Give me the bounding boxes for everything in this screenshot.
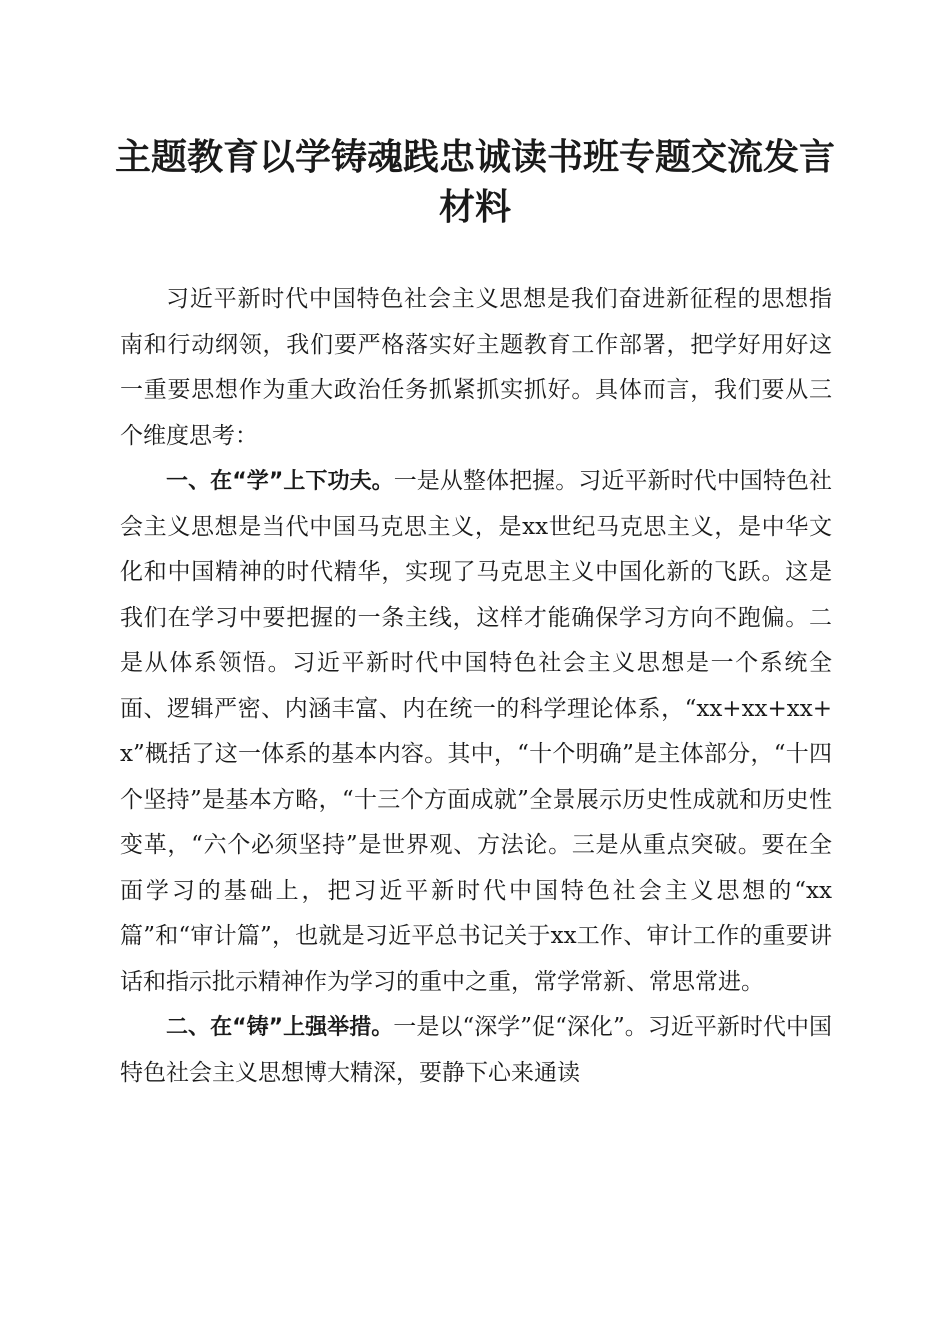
document-title (100, 132, 850, 232)
section-2-paragraph (120, 1005, 832, 1096)
intro-paragraph: 习近平新时代中国特色社会主义思想是我们奋进新征程的思想指南和行动纲领，我们要严格落实好主题教育工作部署，把学好用好这一重要思想作为重大政治任务抓紧抓实抓好。具体而言，我们要从三个维度思考： (120, 286, 832, 449)
section-1-text: 一是从整体把握。习近平新时代中国特色社会主义思想是当代中国马克思主义，是xx世纪马克思主义，是中华文化和中国精神的时代精华，实现了马克思主义中国化新的飞跃。这是我们在学习中要把握的一条主线，这样才能确保学习方向不跑偏。二是从体系领悟。习近平新时代中国特色社会主义思想是一个系统全面、逻辑严密、内涵丰富、内在统一的科学理论体系，“xx+xx+xx+x”概括了这一体系的基本内容。其中，“十个明确”是主体部分，“十四个坚持”是基本方略，“十三个方面成就”全景展示历史性成就和历史性变革，“六个必须坚持”是世界观、方法论。三是从重点突破。要在全面学习的基础上，把习近平新时代中国特色社会主义思想的“xx篇”和“审计篇”，也就是习近平总书记关于xx工作、审计工作的重要讲话和指示批示精神作为学习的重中之重，常学常新、常思常进。 (120, 468, 833, 995)
title-line-2: 材料 (438, 186, 511, 228)
section-2-text: 一是以“深学”促“深化”。习近平新时代中国特色社会主义思想博大精深，要静下心来通读 (120, 1014, 832, 1086)
section-1-paragraph (120, 459, 832, 1005)
title-line-1: 主题教育以学铸魂践忠诚读书班专题交流发言 (114, 136, 835, 178)
section-2-heading: 二、在“铸”上强举措。 (166, 1015, 394, 1040)
document-body (120, 277, 832, 1096)
section-1-heading: 一、在“学”上下功夫。 (166, 469, 394, 494)
